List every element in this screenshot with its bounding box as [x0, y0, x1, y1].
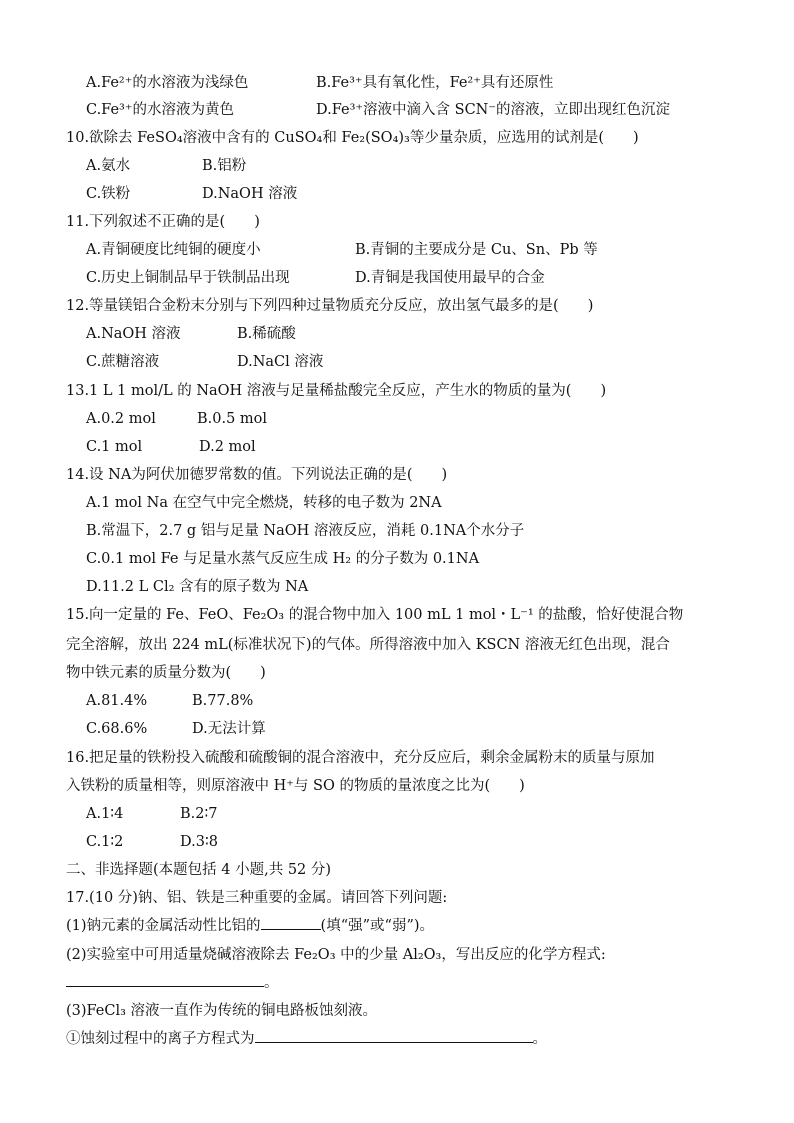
- q17-part3-sub1: [66, 1025, 547, 1053]
- q17-part3-sub1-blank: [255, 1026, 533, 1043]
- q10-option-a: A.氨水: [86, 158, 131, 174]
- q17-part1-blank: [261, 913, 321, 930]
- q9-option-d: D.Fe³⁺溶液中滴入含 SCN⁻的溶液，立即出现红色沉淀: [316, 102, 671, 118]
- q16-option-b: B.2∶7: [180, 806, 218, 822]
- q17-part2-period: 。: [264, 975, 279, 991]
- q17-part1: [66, 912, 434, 940]
- q11-option-a: A.青铜硬度比纯铜的硬度小: [86, 242, 261, 258]
- q9-option-c: C.Fe³⁺的水溶液为黄色: [86, 102, 235, 118]
- q17-part1-text: (1)钠元素的金属活动性比铝的: [66, 918, 261, 934]
- q14-option-b: B.常温下，2.7 g 铝与足量 NaOH 溶液反应，消耗 0.1NA个水分子: [86, 523, 525, 539]
- q9-option-a: A.Fe²⁺的水溶液为浅绿色: [86, 75, 249, 91]
- q9-option-b: B.Fe³⁺具有氧化性，Fe²⁺具有还原性: [316, 75, 554, 91]
- q17-part2: (2)实验室中可用适量烧碱溶液除去 Fe₂O₃ 中的少量 Al₂O₃，写出反应的化学方程式:: [66, 947, 606, 963]
- q14-option-a: A.1 mol Na 在空气中完全燃烧，转移的电子数为 2NA: [86, 495, 442, 511]
- q15-option-a: A.81.4%: [86, 693, 148, 709]
- q15-option-b: B.77.8%: [192, 693, 254, 709]
- q10-option-d: D.NaOH 溶液: [202, 186, 298, 202]
- q11-stem: 11.下列叙述不正确的是( ): [66, 214, 260, 230]
- q15-stem-line2: 完全溶解，放出 224 mL(标准状况下)的气体。所得溶液中加入 KSCN 溶液无红色出现，混合: [66, 637, 670, 653]
- q10-option-c: C.铁粉: [86, 186, 131, 202]
- q17-part2-blank: [66, 970, 264, 987]
- q16-stem-line2: 入铁粉的质量相等，则原溶液中 H⁺与 SO 的物质的量浓度之比为( ): [66, 778, 525, 794]
- q12-option-b: B.稀硫酸: [237, 326, 296, 342]
- section-2-heading: 二、非选择题(本题包括 4 小题,共 52 分): [66, 862, 332, 878]
- q17-part1-hint: (填“强”或“弱”)。: [320, 918, 435, 934]
- q14-stem: 14.设 NA为阿伏加德罗常数的值。下列说法正确的是( ): [66, 467, 448, 483]
- q11-option-b: B.青铜的主要成分是 Cu、Sn、Pb 等: [355, 242, 598, 258]
- q13-option-c: C.1 mol: [86, 439, 143, 455]
- q17-part3-sub1-period: 。: [532, 1031, 547, 1047]
- q12-stem: 12.等量镁铝合金粉末分别与下列四种过量物质充分反应，放出氢气最多的是( ): [66, 298, 594, 314]
- q13-option-b: B.0.5 mol: [197, 411, 268, 427]
- q10-stem: 10.欲除去 FeSO₄溶液中含有的 CuSO₄和 Fe₂(SO₄)₃等少量杂质，应选用的试剂是( ): [66, 130, 639, 146]
- q15-option-c: C.68.6%: [86, 721, 148, 737]
- q13-stem: 13.1 L 1 mol/L 的 NaOH 溶液与足量稀盐酸完全反应，产生水的物质的量为( ): [66, 383, 607, 399]
- q11-option-c: C.历史上铜制品早于铁制品出现: [86, 270, 290, 286]
- q10-option-b: B.铝粉: [202, 158, 247, 174]
- q14-option-c: C.0.1 mol Fe 与足量水蒸气反应生成 H₂ 的分子数为 0.1NA: [86, 551, 480, 567]
- q15-option-d: D.无法计算: [192, 721, 266, 737]
- q17-part3: (3)FeCl₃ 溶液一直作为传统的铜电路板蚀刻液。: [66, 1003, 378, 1019]
- q13-option-a: A.0.2 mol: [86, 411, 156, 427]
- q12-option-c: C.蔗糖溶液: [86, 354, 160, 370]
- q16-stem-line1: 16.把足量的铁粉投入硫酸和硫酸铜的混合溶液中，充分反应后，剩余金属粉末的质量与原加: [66, 750, 655, 766]
- q17-stem: 17.(10 分)钠、铝、铁是三种重要的金属。请回答下列问题:: [66, 890, 448, 906]
- q12-option-d: D.NaCl 溶液: [237, 354, 324, 370]
- q11-option-d: D.青铜是我国使用最早的合金: [355, 270, 545, 286]
- q12-option-a: A.NaOH 溶液: [86, 326, 181, 342]
- q17-part3-sub1-text: ①蚀刻过程中的离子方程式为: [66, 1031, 255, 1047]
- q15-stem-line3: 物中铁元素的质量分数为( ): [66, 665, 266, 681]
- q16-option-a: A.1∶4: [86, 806, 124, 822]
- q13-option-d: D.2 mol: [199, 439, 256, 455]
- q16-option-c: C.1∶2: [86, 834, 124, 850]
- q17-part2-answer: [66, 969, 279, 997]
- q16-option-d: D.3∶8: [180, 834, 218, 850]
- q15-stem-line1: 15.向一定量的 Fe、FeO、Fe₂O₃ 的混合物中加入 100 mL 1 mol・L⁻¹ 的盐酸，恰好使混合物: [66, 607, 684, 623]
- q14-option-d: D.11.2 L Cl₂ 含有的原子数为 NA: [86, 579, 309, 595]
